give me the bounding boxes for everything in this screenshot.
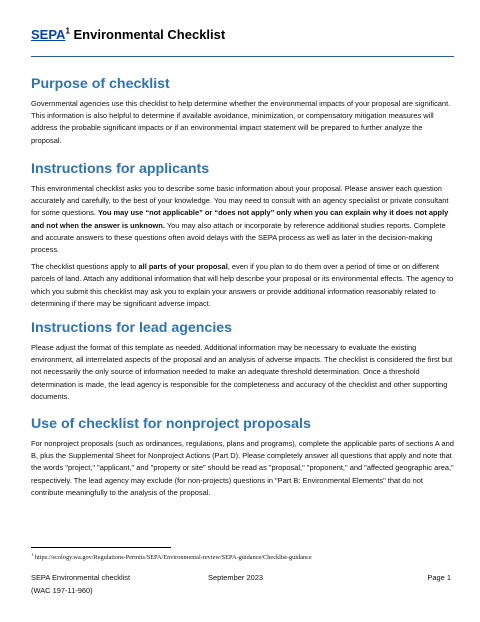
footer-page-number: Page 1 (427, 573, 451, 582)
applicants-paragraph-1 (31, 183, 454, 256)
footnote-url[interactable]: https://ecology.wa.gov/Regulations-Permits/SEPA/Environmental-review/SEPA-guidance/Checklist-guidance (33, 554, 312, 561)
applicants-p1-text-a: This environmental checklist asks you to describe some basic information about your proposal. Please answer each question accurately and carefully, to the best of your knowledge. You may need to consult with an agency specialist or private consultant for some questions. (31, 184, 449, 218)
section-nonproject (31, 416, 454, 504)
section-heading-applicants: Instructions for applicants (31, 161, 210, 177)
section-heading-purpose: Purpose of checklist (31, 76, 170, 92)
footer-document-name (31, 571, 130, 597)
section-purpose (31, 76, 454, 152)
title-divider (31, 56, 454, 57)
footer-date: September 2023 (208, 573, 263, 582)
applicants-p2-bold: all parts of your proposal (138, 262, 228, 272)
page-title-text: Environmental Checklist (69, 27, 226, 42)
section-applicants (31, 161, 454, 315)
section-lead-agencies (31, 320, 454, 408)
footer-doc-title: SEPA Environmental checklist (31, 573, 131, 582)
footnote-mark: 1 (31, 551, 34, 557)
section-heading-nonproject: Use of checklist for nonproject proposals (31, 416, 311, 432)
footnote (31, 551, 312, 561)
section-heading-lead-agencies: Instructions for lead agencies (31, 320, 233, 336)
applicants-p1-text-b: You may also attach or incorporate by reference additional studies reports. Complete and accurate answers to these questions often avoid delays with the SEPA process as well as later in the decision-making process. (31, 220, 446, 255)
footnote-reference[interactable]: 1 (65, 26, 70, 36)
page-title (31, 27, 225, 42)
sepa-link[interactable]: SEPA (31, 27, 66, 42)
purpose-paragraph: Governmental agencies use this checklist to help determine whether the environmental impacts of your proposal are significant. This information is also helpful to determine if available avoidance, minimization, or compensatory mitigation measures will address the probable significant impacts or if an environmental impact statement will be prepared to further analyze the proposal. (31, 99, 451, 145)
nonproject-paragraph: For nonproject proposals (such as ordinances, regulations, plans and programs), complete the applicable parts of sections A and B, plus the Supplemental Sheet for Nonproject Actions (Part D). Please completely answer all questions that apply and note that the words "project," "applicant," and "property or site" should be read as "proposal," "proponent," and "affected geographic area," respectively. The lead agency may exclude (for non-projects) questions in "Part B: Environmental Elements" that do not contribute meaningfully to the analysis of the proposal. (31, 439, 454, 497)
lead-agencies-paragraph: Please adjust the format of this template as needed. Additional information may be necessary to evaluate the existing environment, all interrelated aspects of the proposal and an analysis of adverse impacts. The checklist is considered the first but not necessarily the only source of information needed to make an adequate threshold determination. Once a threshold determination is made, the lead agency is responsible for the completeness and accuracy of the checklist and other supporting documents. (31, 343, 453, 401)
footer-wac-reference: (WAC 197-11-960) (31, 586, 93, 595)
applicants-p2-text-b: , even if you plan to do them over a period of time or on different parcels of land. Attach any additional information that will help describe your proposal or its environmental effects. The agency to which you submit this checklist may ask you to explain your answers or provide additional information reasonably related to determining if there may be significant adverse impact. (31, 262, 454, 308)
applicants-p1-bold: You may use “not applicable” or “does not apply” only when you can explain why it does not apply and not when the answer is unknown. (31, 208, 449, 230)
footnote-divider (31, 547, 171, 548)
applicants-paragraph-2 (31, 261, 454, 310)
applicants-p2-text-a: The checklist questions apply to (31, 262, 139, 272)
